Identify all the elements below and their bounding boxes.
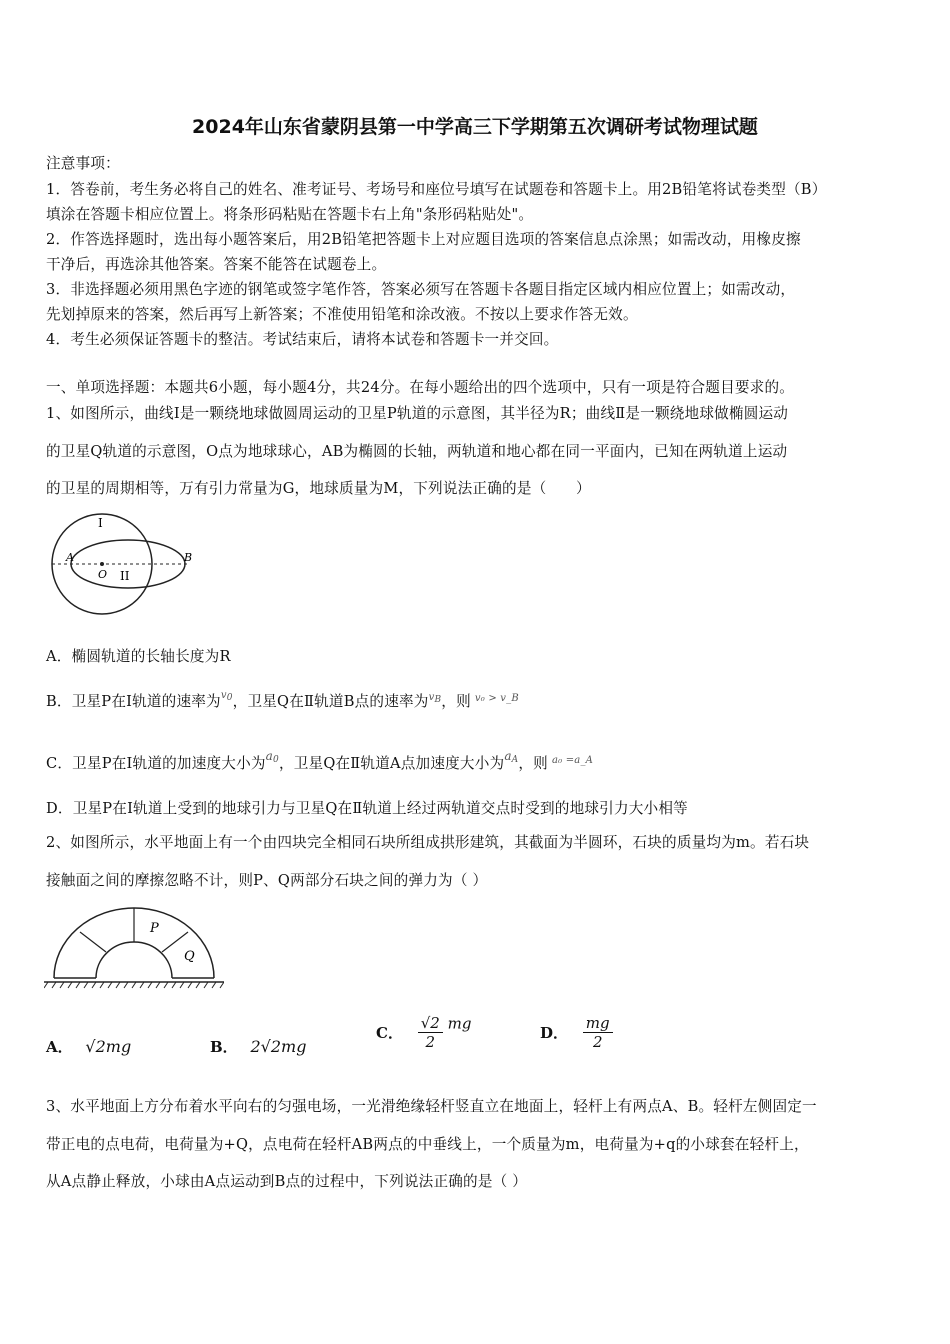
q2-option-c-fraction	[418, 1014, 443, 1051]
notice-line-1: 1．答卷前，考生务必将自己的姓名、准考证号、考场号和座位号填写在试题卷和答题卡上。用2B铅笔将试卷类型（B）	[46, 181, 827, 198]
label-A: A	[66, 551, 74, 564]
q2-stem-line-2: 接触面之间的摩擦忽略不计，则P、Q两部分石块之间的弹力为（ ）	[46, 872, 488, 889]
q1-option-d: D．卫星P在Ⅰ轨道上受到的地球引力与卫星Q在Ⅱ轨道上经过两轨道交点时受到的地球引力大小相等	[46, 800, 688, 817]
arch-inner	[96, 942, 172, 978]
section-heading: 一、单项选择题：本题共6小题，每小题4分，共24分。在每小题给出的四个选项中，只有一项是符合题目要求的。	[46, 379, 795, 396]
q2-option-d-numerator: mg	[583, 1014, 613, 1033]
a-relation: a₀ =a_A	[551, 755, 594, 766]
a0-symbol: a0	[265, 749, 279, 765]
q2-option-c-denominator: 2	[425, 1033, 436, 1051]
aA-symbol: aA	[504, 749, 519, 765]
vB-symbol: vB	[428, 692, 442, 705]
q1-stem-line-3: 的卫星的周期相等，万有引力常量为G，地球质量为M，下列说法正确的是（ ）	[46, 480, 591, 497]
q2-option-d-label: D．	[540, 1024, 569, 1042]
notice-line-3: 2．作答选择题时，选出每小题答案后，用2B铅笔把答题卡上对应题目选项的答案信息点涂黑；如需改动，用橡皮擦	[46, 231, 801, 248]
q2-option-c-numerator: √2	[418, 1014, 443, 1033]
arch-diagram	[44, 900, 224, 992]
q3-stem-line-3: 从A点静止释放，小球由A点运动到B点的过程中，下列说法正确的是（ ）	[46, 1173, 528, 1190]
v-relation: v₀ > v_B	[474, 693, 519, 704]
q1-option-b-text-1: B．卫星P在Ⅰ轨道的速率为	[46, 693, 221, 710]
label-O: O	[98, 568, 108, 581]
q2-option-b	[210, 1036, 306, 1057]
label-I: I	[98, 516, 103, 530]
notice-line-6: 先划掉原来的答案，然后再写上新答案；不准使用铅笔和涂改液。不按以上要求作答无效。	[46, 306, 638, 323]
q1-option-c-text-1: C．卫星P在Ⅰ轨道的加速度大小为	[46, 755, 266, 772]
notice-line-5: 3．非选择题必须用黑色字迹的钢笔或签字笔作答，答案必须写在答题卡各题目指定区域内相应位置上；如需改动，	[46, 281, 796, 298]
q2-option-b-label: B．	[210, 1038, 238, 1056]
q1-option-c	[46, 749, 593, 773]
q3-stem-line-1: 3、水平地面上方分布着水平向右的匀强电场，一光滑绝缘轻杆竖直立在地面上，轻杆上有两点A、B。轻杆左侧固定一	[46, 1098, 817, 1115]
q1-option-b-text-2: ，卫星Q在Ⅱ轨道B点的速率为	[232, 693, 429, 710]
notice-line-7: 4．考生必须保证答题卡的整洁。考试结束后，请将本试卷和答题卡一并交回。	[46, 331, 559, 348]
q2-option-d	[540, 1014, 613, 1051]
q2-option-d-denominator: 2	[592, 1033, 603, 1051]
label-II: II	[120, 569, 130, 583]
q2-option-d-fraction	[583, 1014, 613, 1051]
label-P: P	[150, 921, 159, 936]
q2-option-c	[376, 1014, 471, 1051]
q1-option-b-text-3: ，则	[441, 693, 471, 710]
q2-option-a	[46, 1036, 131, 1057]
q2-option-b-expr: 2√2mg	[250, 1037, 307, 1056]
q2-option-c-label: C．	[376, 1024, 403, 1042]
ground-hatching	[44, 982, 224, 988]
page-title: 2024年山东省蒙阴县第一中学高三下学期第五次调研考试物理试题	[192, 116, 758, 138]
joint-left	[80, 932, 106, 952]
q1-option-b	[46, 690, 519, 711]
q1-option-c-text-3: ，则	[518, 755, 548, 772]
q2-stem-line-1: 2、如图所示，水平地面上有一个由四块完全相同石块所组成拱形建筑，其截面为半圆环，石块的质量均为m。若石块	[46, 834, 810, 851]
q2-option-a-label: A．	[46, 1038, 73, 1056]
q1-option-c-text-2: ，卫星Q在Ⅱ轨道A点加速度大小为	[278, 755, 505, 772]
q1-stem-line-1: 1、如图所示，曲线Ⅰ是一颗绕地球做圆周运动的卫星P轨道的示意图，其半径为R；曲线Ⅱ是一颗绕地球做椭圆运动	[46, 405, 789, 422]
v0-symbol: v0	[220, 690, 233, 703]
notice-line-2: 填涂在答题卡相应位置上。将条形码粘贴在答题卡右上角"条形码粘贴处"。	[46, 206, 534, 223]
earth-center-dot	[100, 562, 104, 566]
q2-option-a-expr: √2mg	[85, 1037, 132, 1056]
orbit-diagram	[48, 508, 198, 620]
q1-option-a: A．椭圆轨道的长轴长度为R	[46, 648, 231, 665]
q1-stem-line-2: 的卫星Q轨道的示意图，O点为地球球心，AB为椭圆的长轴，两轨道和地心都在同一平面内，已知在两轨道上运动	[46, 443, 788, 460]
q2-option-c-tail: mg	[447, 1014, 472, 1033]
q3-stem-line-2: 带正电的点电荷，电荷量为+Q，点电荷在轻杆AB两点的中垂线上，一个质量为m，电荷量为+q的小球套在轻杆上，	[46, 1136, 809, 1153]
notice-line-4: 干净后，再选涂其他答案。答案不能答在试题卷上。	[46, 256, 387, 273]
notice-heading: 注意事项：	[46, 155, 120, 172]
label-Q: Q	[184, 949, 195, 964]
label-B: B	[184, 551, 193, 564]
